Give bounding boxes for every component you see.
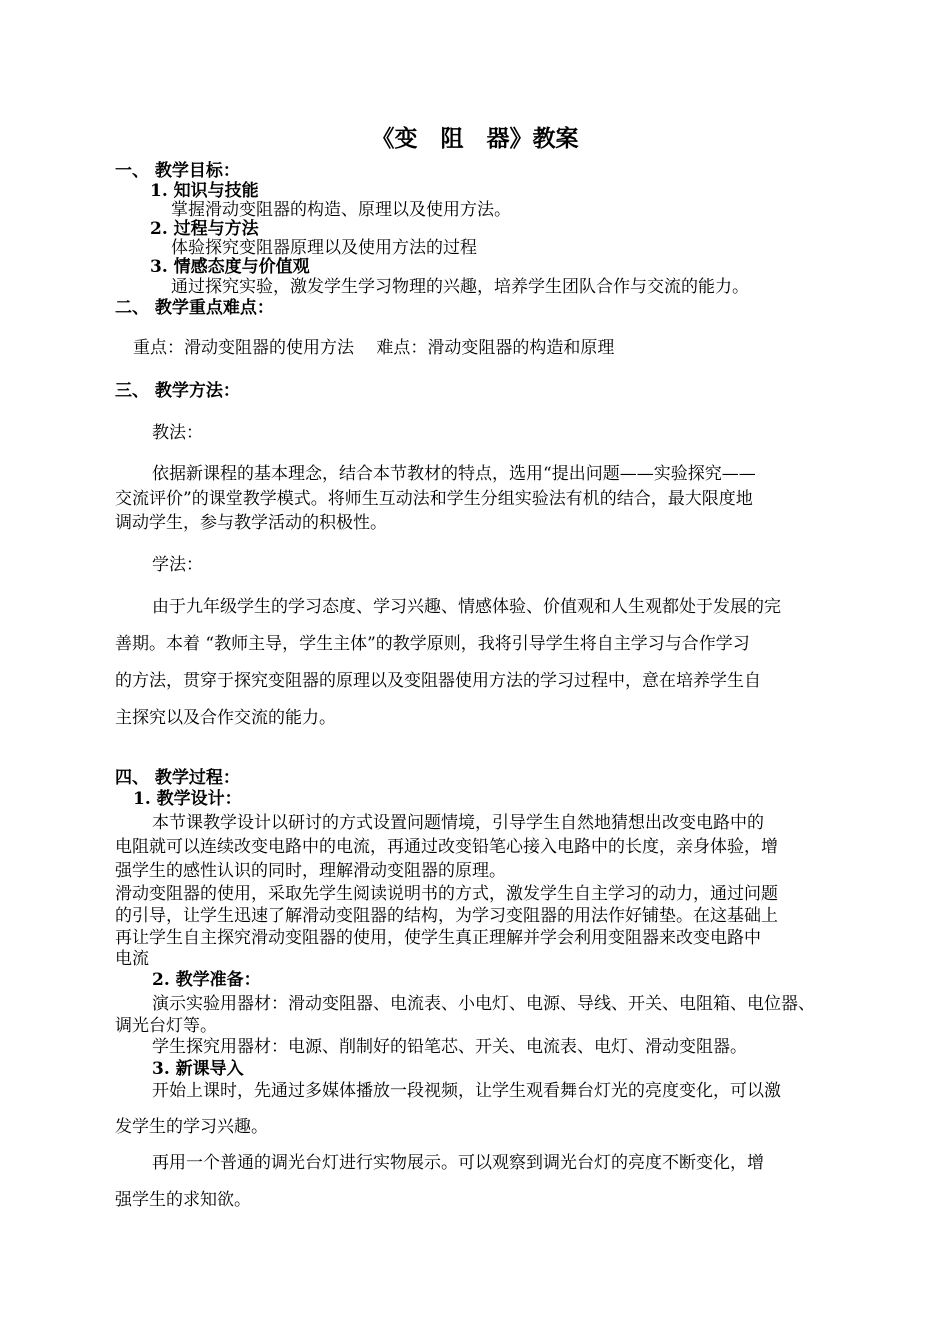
- section-3-heading: 三、 教学方法：: [115, 381, 240, 401]
- design-line: 强学生的感性认识的同时，理解滑动变阻器的原理。: [115, 861, 506, 881]
- intro-line: 再用一个普通的调光台灯进行实物展示。可以观察到调光台灯的亮度不断变化，增: [152, 1153, 764, 1173]
- objective-3-label: 3. 情感态度与价值观: [150, 257, 310, 277]
- objective-3-text: 通过探究实验，激发学生学习物理的兴趣，培养学生团队合作与交流的能力。: [171, 277, 749, 297]
- teach-method-line: 依据新课程的基本理念，结合本节教材的特点，选用“提出问题——实验探究——: [152, 464, 756, 484]
- prep-label: 2. 教学准备：: [152, 970, 261, 990]
- design-line: 的引导，让学生迅速了解滑动变阻器的结构，为学习变阻器的用法作好铺垫。在这基础上: [115, 906, 778, 926]
- section-2-heading: 二、 教学重点难点：: [115, 298, 274, 318]
- learn-method-line: 的方法，贯穿于探究变阻器的原理以及变阻器使用方法的学习过程中，意在培养学生自: [115, 671, 761, 691]
- intro-line: 强学生的求知欲。: [115, 1190, 251, 1210]
- objective-2-text: 体验探究变阻器原理以及使用方法的过程: [171, 238, 477, 258]
- intro-line: 发学生的学习兴趣。: [115, 1117, 268, 1137]
- prep-line: 演示实验用器材：滑动变阻器、电流表、小电灯、电源、导线、开关、电阻箱、电位器、: [152, 994, 815, 1014]
- prep-line: 学生探究用器材：电源、削制好的铅笔芯、开关、电流表、电灯、滑动变阻器。: [152, 1037, 747, 1057]
- section-1-heading: 一、 教学目标：: [115, 161, 240, 181]
- teach-method-line: 调动学生，参与教学活动的积极性。: [115, 513, 387, 533]
- objective-1-text: 掌握滑动变阻器的构造、原理以及使用方法。: [171, 200, 511, 220]
- prep-line: 调光台灯等。: [115, 1016, 217, 1036]
- learn-method-line: 由于九年级学生的学习态度、学习兴趣、情感体验、价值观和人生观都处于发展的完: [152, 597, 781, 617]
- objective-2-label: 2. 过程与方法: [150, 219, 259, 239]
- section-4-heading: 四、 教学过程：: [115, 768, 240, 788]
- design-label: 1. 教学设计：: [133, 789, 242, 809]
- design-line: 再让学生自主探究滑动变阻器的使用，使学生真正理解并学会利用变阻器来改变电路中: [115, 928, 761, 948]
- key-points-text: 重点：滑动变阻器的使用方法 难点：滑动变阻器的构造和原理: [133, 338, 615, 358]
- teach-method-label: 教法：: [152, 423, 203, 443]
- design-line: 本节课教学设计以研讨的方式设置问题情境，引导学生自然地猜想出改变电路中的: [152, 813, 764, 833]
- page-title: 《变 阻 器》教案: [371, 125, 579, 152]
- design-line: 滑动变阻器的使用，采取先学生阅读说明书的方式，激发学生自主学习的动力，通过问题: [115, 884, 778, 904]
- design-line: 电流: [115, 949, 149, 969]
- learn-method-label: 学法：: [152, 555, 203, 575]
- intro-label: 3. 新课导入: [152, 1059, 244, 1079]
- design-line: 电阻就可以连续改变电路中的电流，再通过改变铅笔心接入电路中的长度，亲身体验，增: [115, 837, 778, 857]
- intro-line: 开始上课时，先通过多媒体播放一段视频，让学生观看舞台灯光的亮度变化，可以激: [152, 1081, 781, 1101]
- teach-method-line: 交流评价”的课堂教学模式。将师生互动法和学生分组实验法有机的结合，最大限度地: [115, 489, 753, 509]
- learn-method-line: 善期。本着 “教师主导，学生主体”的教学原则，我将引导学生将自主学习与合作学习: [115, 634, 750, 654]
- objective-1-label: 1. 知识与技能: [150, 181, 259, 201]
- learn-method-line: 主探究以及合作交流的能力。: [115, 708, 336, 728]
